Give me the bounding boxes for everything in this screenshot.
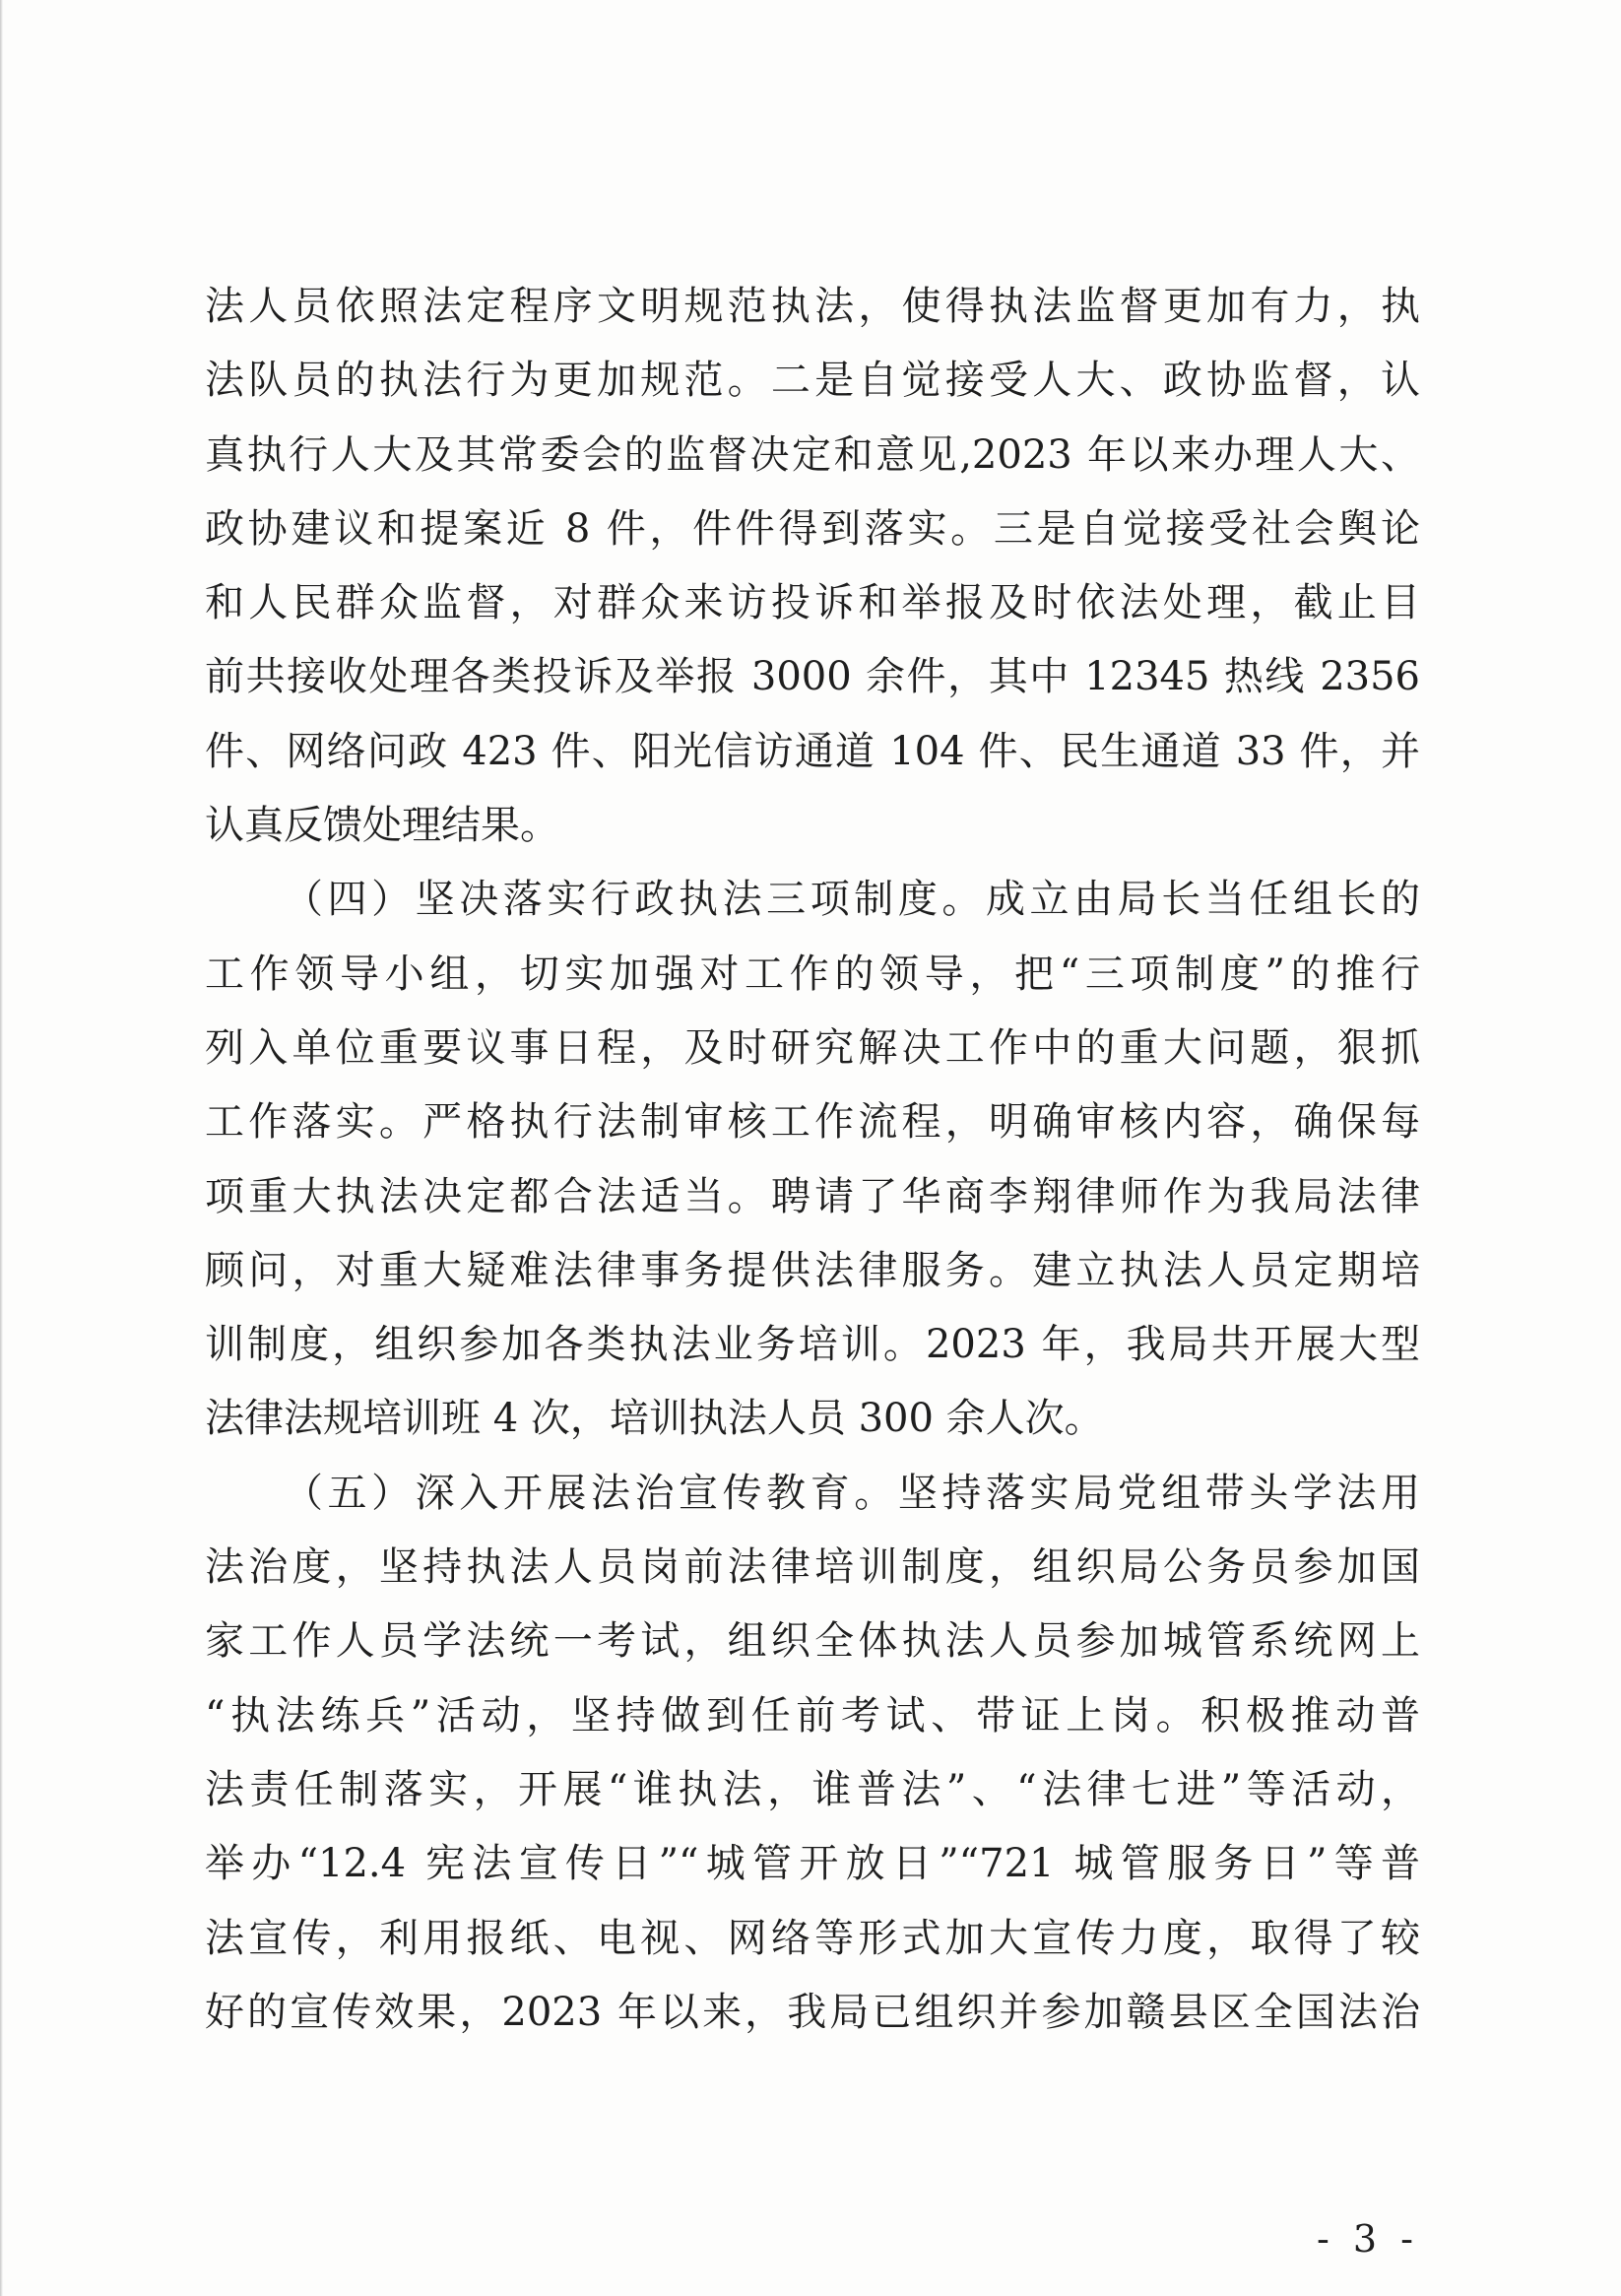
text-line: 法宣传，利用报纸、电视、网络等形式加大宣传力度，取得了较 <box>205 1915 1420 1961</box>
text-line: “执法练兵”活动，坚持做到任前考试、带证上岗。积极推动普 <box>205 1692 1420 1738</box>
text-line: 件、网络问政 423 件、阳光信访通道 104 件、民生通道 33 件，并 <box>205 728 1420 774</box>
text-line: 认真反馈处理结果。 <box>205 803 559 849</box>
text-line: 工作落实。严格执行法制审核工作流程，明确审核内容，确保每 <box>205 1099 1420 1146</box>
text-line: 训制度，组织参加各类执法业务培训。2023 年，我局共开展大型 <box>205 1322 1420 1368</box>
text-line: 法律法规培训班 4 次，培训执法人员 300 余人次。 <box>205 1396 1104 1442</box>
text-line: 真执行人大及其常委会的监督决定和意见,2023 年以来办理人大、 <box>205 431 1420 478</box>
text-line: 工作领导小组，切实加强对工作的领导，把“三项制度”的推行 <box>205 951 1420 997</box>
text-line: 顾问，对重大疑难法律事务提供法律服务。建立执法人员定期培 <box>205 1247 1420 1293</box>
text-line: 项重大执法决定都合法适当。聘请了华商李翔律师作为我局法律 <box>205 1173 1420 1219</box>
paragraph-section-five <box>205 1457 1420 2050</box>
text-line: 政协建议和提案近 8 件，件件得到落实。三是自觉接受社会舆论 <box>205 505 1420 552</box>
section-heading-line: （四）坚决落实行政执法三项制度。成立由局长当任组长的 <box>284 877 1420 923</box>
scan-edge-shadow <box>0 0 3 2296</box>
text-line: 和人民群众监督，对群众来访投诉和举报及时依法处理，截止目 <box>205 580 1420 626</box>
text-line: 前共接收处理各类投诉及举报 3000 余件，其中 12345 热线 2356 <box>205 654 1420 700</box>
section-heading-line: （五）深入开展法治宣传教育。坚持落实局党组带头学法用 <box>284 1470 1420 1516</box>
text-line: 家工作人员学法统一考试，组织全体执法人员参加城管系统网上 <box>205 1618 1420 1665</box>
paragraph-section-four <box>205 863 1420 1456</box>
text-line: 好的宣传效果，2023 年以来，我局已组织并参加赣县区全国法治 <box>205 1989 1420 2035</box>
text-line: 法责任制落实，开展“谁执法，谁普法”、“法律七进”等活动， <box>205 1766 1420 1812</box>
text-line: 法队员的执法行为更加规范。二是自觉接受人大、政协监督，认 <box>205 358 1420 404</box>
paragraph-continued <box>205 270 1420 863</box>
page-number: - 3 - <box>1316 2217 1419 2261</box>
text-line: 法治度，坚持执法人员岗前法律培训制度，组织局公务员参加国 <box>205 1544 1420 1591</box>
text-line: 列入单位重要议事日程，及时研究解决工作中的重大问题，狠抓 <box>205 1024 1420 1071</box>
text-line: 举办“12.4 宪法宣传日”“城管开放日”“721 城管服务日”等普 <box>205 1841 1420 1887</box>
text-line: 法人员依照法定程序文明规范执法，使得执法监督更加有力，执 <box>205 284 1420 329</box>
body-text <box>205 270 1420 2050</box>
